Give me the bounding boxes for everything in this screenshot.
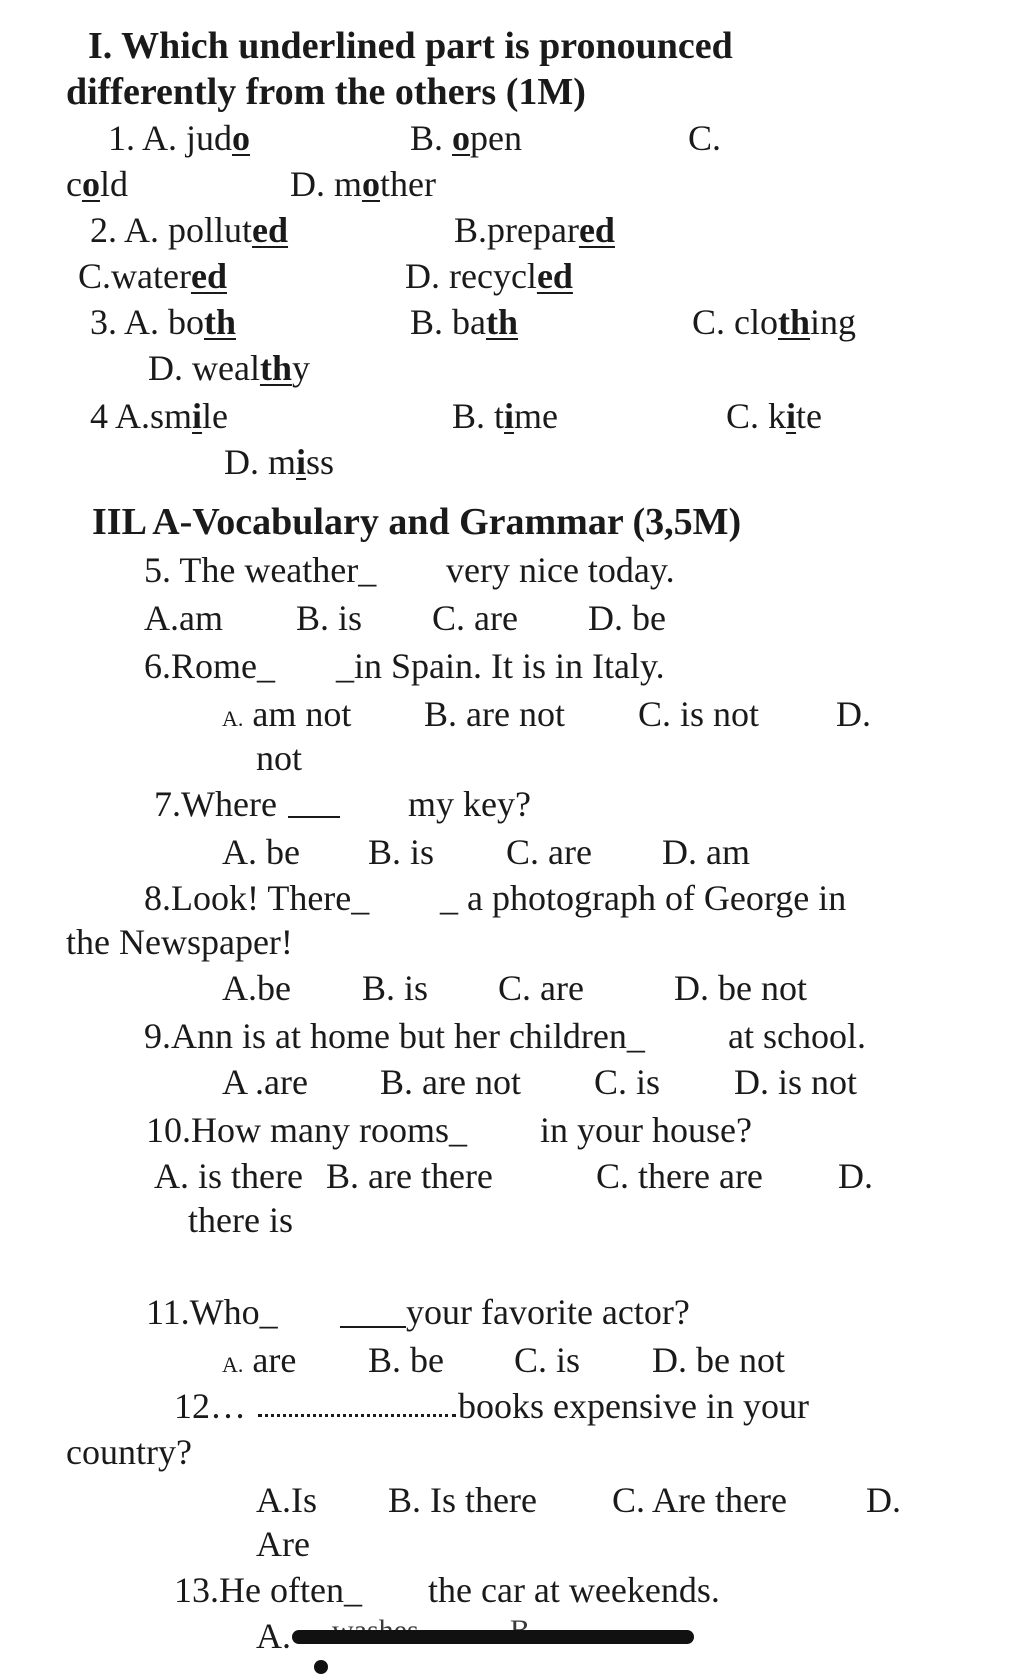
- q8-option-c: C. are: [498, 968, 584, 1008]
- pen-mark-dot: [314, 1660, 328, 1674]
- q12-option-d-cont: Are: [256, 1524, 310, 1564]
- q5-option-c: C. are: [432, 598, 518, 638]
- q9-stem-a: 9.Ann is at home but her children_: [144, 1016, 645, 1056]
- q8-stem-b: _ a photograph of George in: [440, 878, 847, 918]
- q11-blank: [340, 1326, 406, 1328]
- q6-option-d-cont: not: [256, 738, 303, 778]
- q4-option-c: C. kite: [726, 396, 823, 436]
- q7-option-a: A. be: [222, 832, 300, 872]
- q6-option-c: C. is not: [638, 694, 760, 734]
- q3-option-c: C. clothing: [692, 302, 857, 342]
- q11-option-d: D. be not: [652, 1340, 785, 1380]
- q11-stem-b: your favorite actor?: [406, 1292, 690, 1332]
- q11-option-c: C. is: [514, 1340, 581, 1380]
- q12-option-a: A.Is: [256, 1480, 317, 1520]
- q8-stem-c: the Newspaper!: [66, 922, 293, 962]
- q9-option-a: A .are: [222, 1062, 308, 1102]
- q5-stem-b: very nice today.: [446, 550, 675, 590]
- q7-option-c: C. are: [506, 832, 592, 872]
- q9-option-b: B. are not: [380, 1062, 521, 1102]
- q10-option-c: C. there are: [596, 1156, 763, 1196]
- q5-stem-a: 5. The weather_: [144, 550, 377, 590]
- q13-stem-b: the car at weekends.: [428, 1570, 720, 1610]
- q5-option-b: B. is: [296, 598, 363, 638]
- q12-dotted-blank: [258, 1414, 456, 1417]
- q4-option-d: D. miss: [224, 442, 335, 482]
- q13-stem-a: 13.He often_: [174, 1570, 362, 1610]
- q5-option-a: A.am: [144, 598, 223, 638]
- q2-option-d: D. recycled: [405, 256, 573, 296]
- q11-option-a: A. are: [222, 1340, 297, 1380]
- q12-option-c: C. Are there: [612, 1480, 787, 1520]
- q1-option-d: D. mother: [290, 164, 436, 204]
- q2-option-b: B.prepared: [454, 210, 615, 250]
- q10-option-a: A. is there: [154, 1156, 303, 1196]
- q8-option-a: A.be: [222, 968, 291, 1008]
- q3-option-b: B. bath: [410, 302, 519, 342]
- q12-option-b: B. Is there: [388, 1480, 537, 1520]
- q2-option-a: 2. A. polluted: [90, 210, 289, 250]
- q6-stem-a: 6.Rome_: [144, 646, 275, 686]
- q12-stem-a: 12…: [174, 1386, 246, 1426]
- q10-stem-a: 10.How many rooms_: [146, 1110, 467, 1150]
- q6-option-d: D.: [836, 694, 871, 734]
- q3-option-a: 3. A. both: [90, 302, 237, 342]
- q7-option-b: B. is: [368, 832, 435, 872]
- q10-option-b: B. are there: [326, 1156, 493, 1196]
- q11-stem-a: 11.Who_: [146, 1292, 278, 1332]
- q2-option-c: C.watered: [78, 256, 227, 296]
- q10-option-d-cont: there is: [188, 1200, 293, 1240]
- q12-stem-b: books expensive in your: [458, 1386, 809, 1426]
- q9-stem-b: at school.: [728, 1016, 866, 1056]
- q4-option-b: B. time: [452, 396, 559, 436]
- q9-option-d: D. is not: [734, 1062, 858, 1102]
- q7-stem-b: my key?: [408, 784, 531, 824]
- q5-option-d: D. be: [588, 598, 666, 638]
- q4-option-a: 4 A.smile: [90, 396, 229, 436]
- q10-stem-b: in your house?: [540, 1110, 752, 1150]
- q8-option-d: D. be not: [674, 968, 807, 1008]
- q7-stem-a: 7.Where: [154, 784, 277, 824]
- q8-option-b: B. is: [362, 968, 429, 1008]
- q6-option-b: B. are not: [424, 694, 565, 734]
- q7-option-d: D. am: [662, 832, 750, 872]
- q7-blank: [288, 816, 340, 818]
- q8-stem-a: 8.Look! There_: [144, 878, 370, 918]
- section-2-title: IIL A-Vocabulary and Grammar (3,5M): [92, 501, 742, 543]
- q3-option-d: D. wealthy: [148, 348, 310, 388]
- q1-option-b: B. open: [410, 118, 522, 158]
- q1-option-c-word: cold: [66, 164, 128, 204]
- q12-stem-c: country?: [66, 1432, 192, 1472]
- q10-option-d: D.: [838, 1156, 873, 1196]
- pen-mark-bar: [292, 1630, 694, 1644]
- section-1-title-line1: I. Which underlined part is pronounced: [88, 25, 733, 67]
- q6-stem-b: _in Spain. It is in Italy.: [336, 646, 665, 686]
- q11-option-b: B. be: [368, 1340, 444, 1380]
- q12-option-d: D.: [866, 1480, 901, 1520]
- q9-option-c: C. is: [594, 1062, 661, 1102]
- q6-option-a: A. am not: [222, 694, 352, 734]
- q1-option-a: 1. A. judo: [108, 118, 251, 158]
- q13-option-a-label: A.: [256, 1616, 291, 1656]
- section-1-title-line2: differently from the others (1M): [66, 71, 586, 113]
- q1-option-c-label: C.: [688, 118, 722, 158]
